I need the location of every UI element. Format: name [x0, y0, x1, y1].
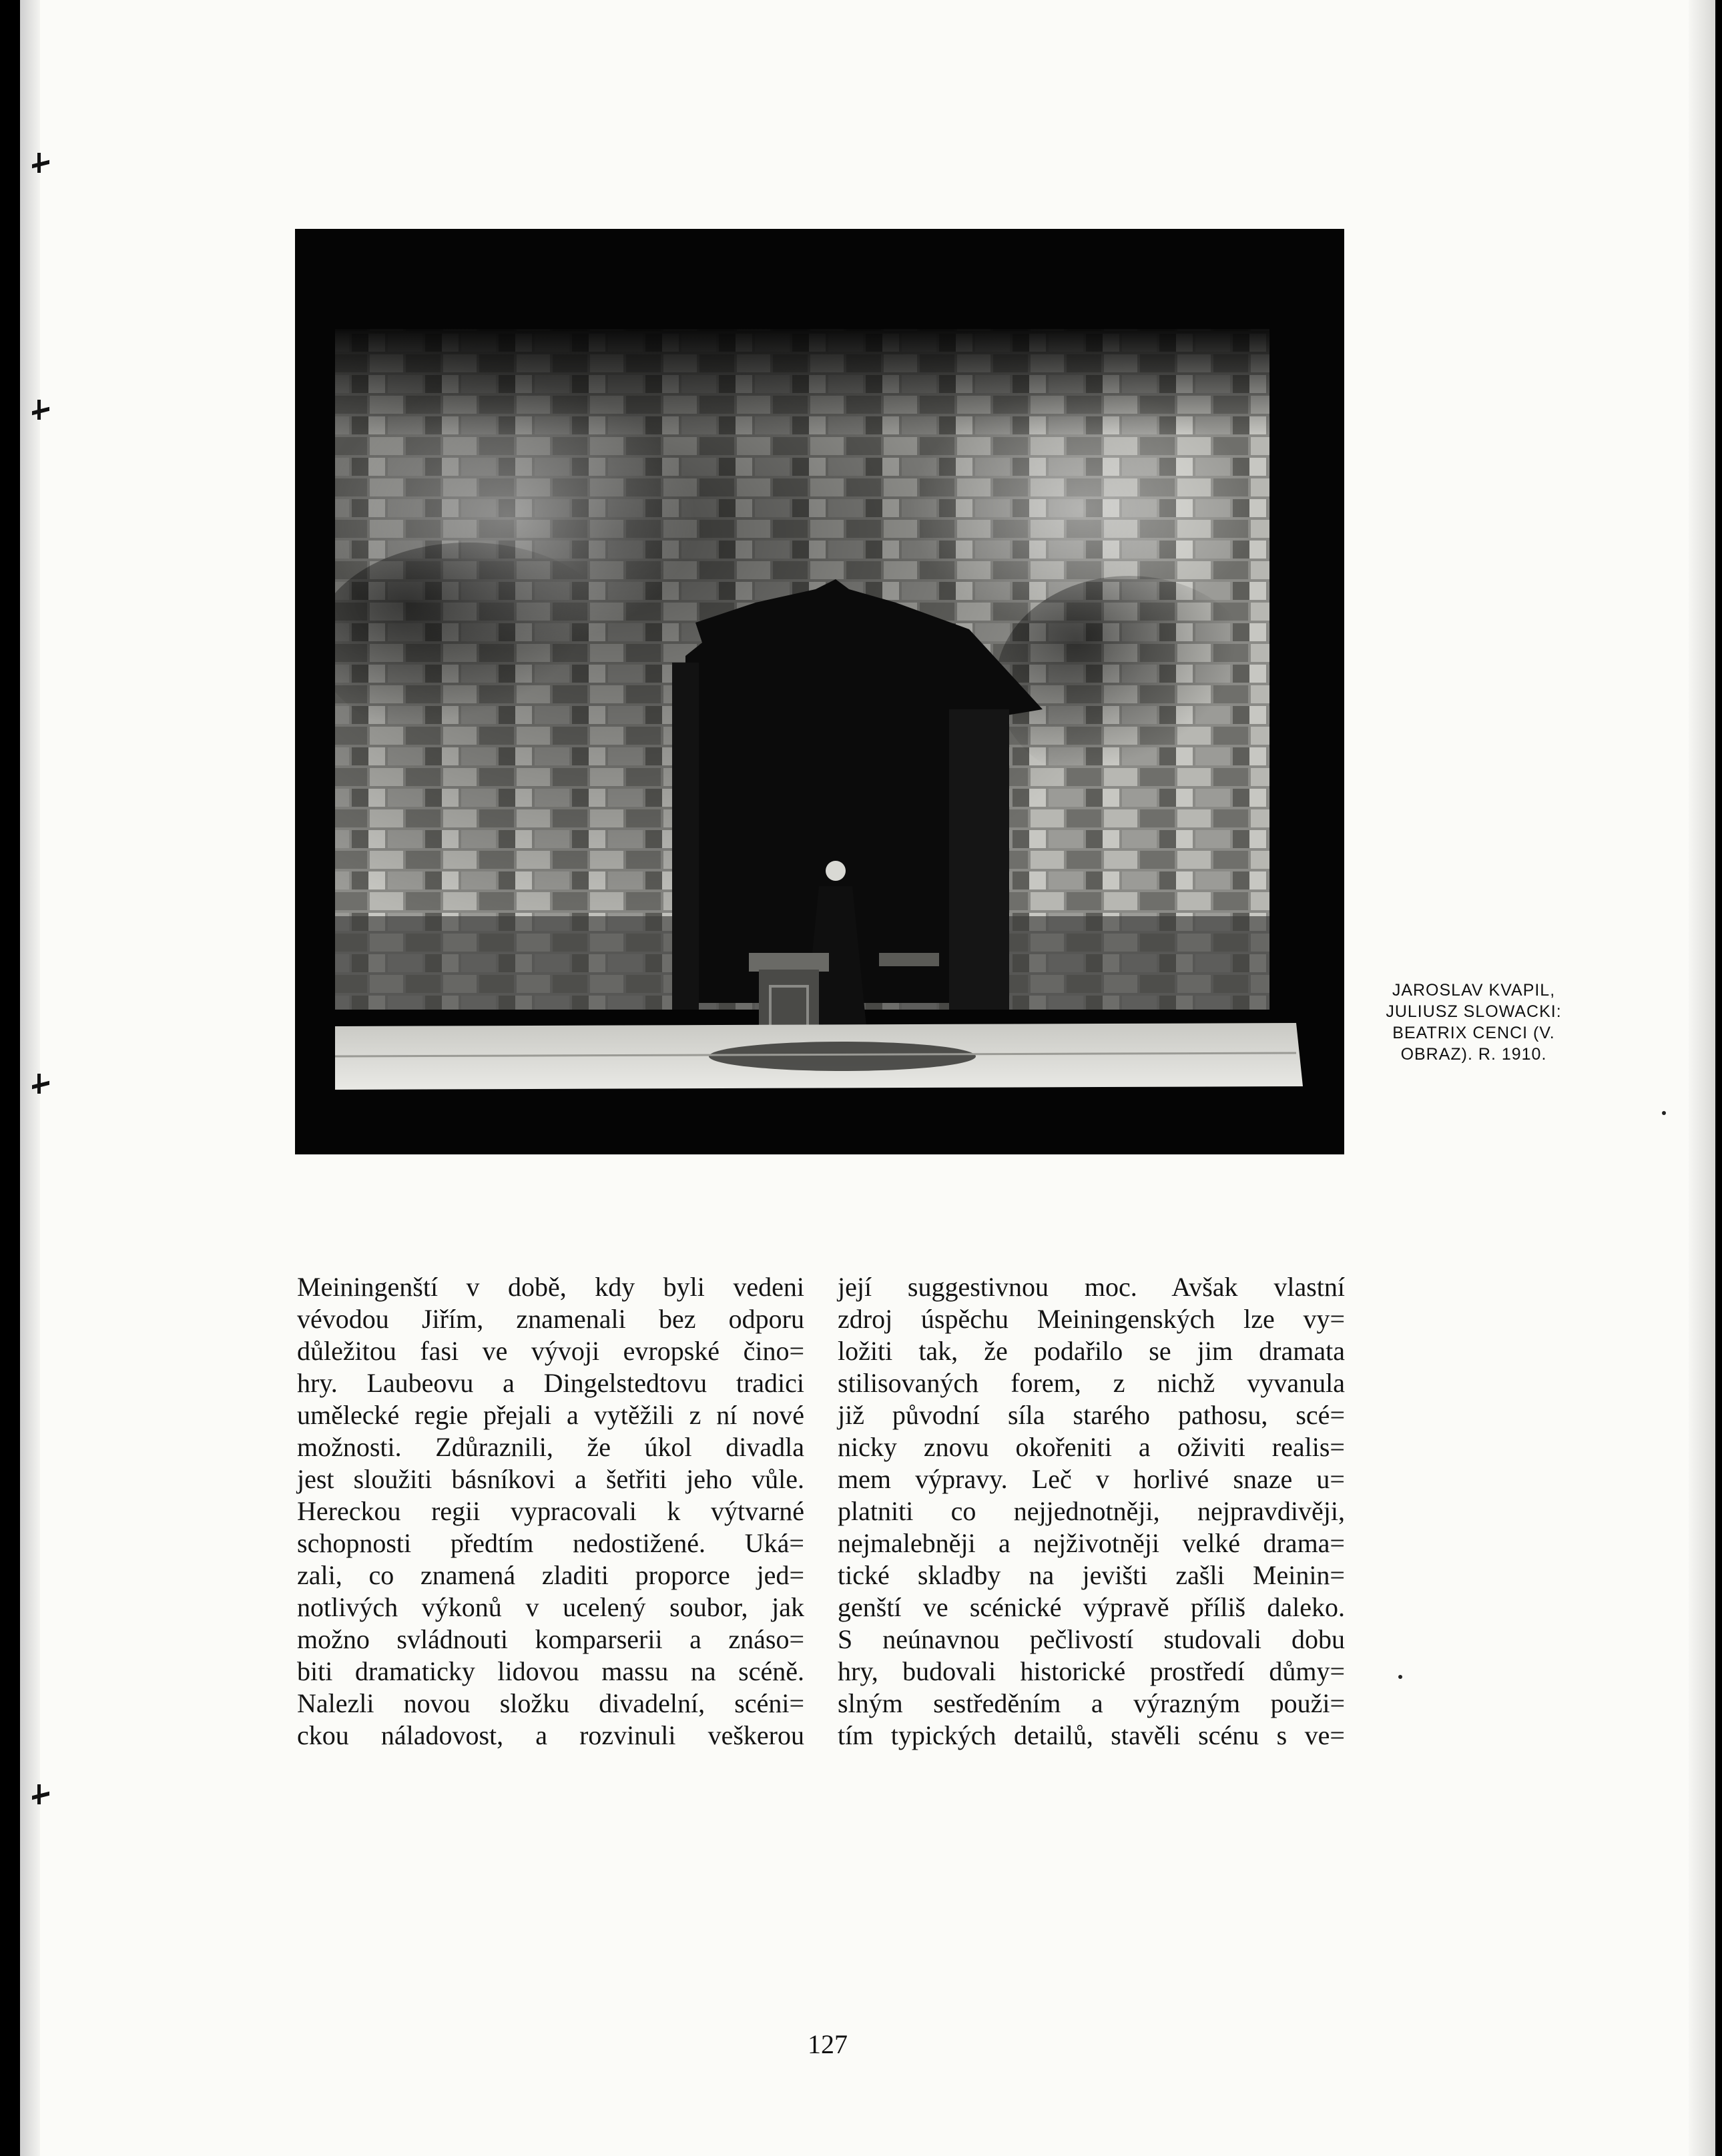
text-line: ckou náladovost, a rozvinuli veškerou — [297, 1720, 804, 1750]
text-line: nejmalebněji a nejživotněji velké drama= — [838, 1528, 1345, 1558]
text-line: Hereckou regii vypracovali k výtvarné — [297, 1496, 804, 1526]
text-line: její suggestivnou moc. Avšak vlastní — [838, 1272, 1345, 1302]
page-speck — [1662, 1111, 1666, 1115]
text-column-right — [838, 1271, 1345, 1752]
text-line: umělecké regie přejali a vytěžili z ní nové — [297, 1400, 804, 1430]
text-line: zali, co znamená zladiti proporce jed= — [297, 1560, 804, 1590]
text-line: důležitou fasi ve vývoji evropské čino= — [297, 1336, 804, 1366]
text-line: biti dramaticky lidovou massu na scéně. — [297, 1656, 804, 1686]
text-line: slným sestředěním a výrazným použi= — [838, 1688, 1345, 1718]
binding-mark — [32, 404, 52, 420]
binding-mark — [32, 157, 52, 173]
text-line: jest sloužiti básníkovi a šetřiti jeho vůle. — [297, 1464, 804, 1494]
text-line: nicky znovu okořeniti a oživiti realis= — [838, 1432, 1345, 1462]
text-line: Nalezli novou složku divadelní, scéni= — [297, 1688, 804, 1718]
text-line: vévodou Jiřím, znamenali bez odporu — [297, 1304, 804, 1334]
text-column-left — [297, 1271, 804, 1752]
figure-caption — [1374, 980, 1574, 1065]
page-right-edge — [1689, 0, 1715, 2156]
text-line: hry, budovali historické prostředí důmy= — [838, 1656, 1345, 1686]
text-line: Meiningenští v době, kdy byli vedeni — [297, 1272, 804, 1302]
caption-line: OBRAZ). R. 1910. — [1400, 1045, 1547, 1064]
text-line: platniti co nejjednotněji, nejpravdivěji, — [838, 1496, 1345, 1526]
text-line: ložiti tak, že podařilo se jim dramata — [838, 1336, 1345, 1366]
caption-line: BEATRIX CENCI (V. — [1392, 1024, 1555, 1042]
text-line: hry. Laubeovu a Dingelstedtovu tradici — [297, 1368, 804, 1398]
text-line: tické skladby na jevišti zašli Meinin= — [838, 1560, 1345, 1590]
caption-line: JAROSLAV KVAPIL, — [1392, 981, 1556, 1000]
caption-line: JULIUSZ SLOWACKI: — [1386, 1002, 1562, 1021]
text-line: možno svládnouti komparserii a znáso= — [297, 1624, 804, 1654]
text-line: tím typických detailů, stavěli scénu s ve= — [838, 1720, 1345, 1750]
text-line: notlivých výkonů v ucelený soubor, jak — [297, 1592, 804, 1622]
binding-mark — [32, 1078, 52, 1094]
text-line: stilisovaných forem, z nichž vyvanula — [838, 1368, 1345, 1398]
text-line: zdroj úspěchu Meiningenských lze vy= — [838, 1304, 1345, 1334]
text-line: genští ve scénické výpravě příliš daleko. — [838, 1592, 1345, 1622]
stage-photograph — [295, 229, 1344, 1154]
page-number: 127 — [808, 2029, 848, 2059]
text-line: již původní síla starého pathosu, scé= — [838, 1400, 1345, 1430]
text-line: schopnosti předtím nedostižené. Uká= — [297, 1528, 804, 1558]
page-speck — [1398, 1675, 1402, 1679]
text-line: S neúnavnou pečlivostí studovali dobu — [838, 1624, 1345, 1654]
text-line: možnosti. Zdůraznili, že úkol divadla — [297, 1432, 804, 1462]
binding-mark — [32, 1788, 52, 1804]
text-line: mem výpravy. Leč v horlivé snaze u= — [838, 1464, 1345, 1494]
